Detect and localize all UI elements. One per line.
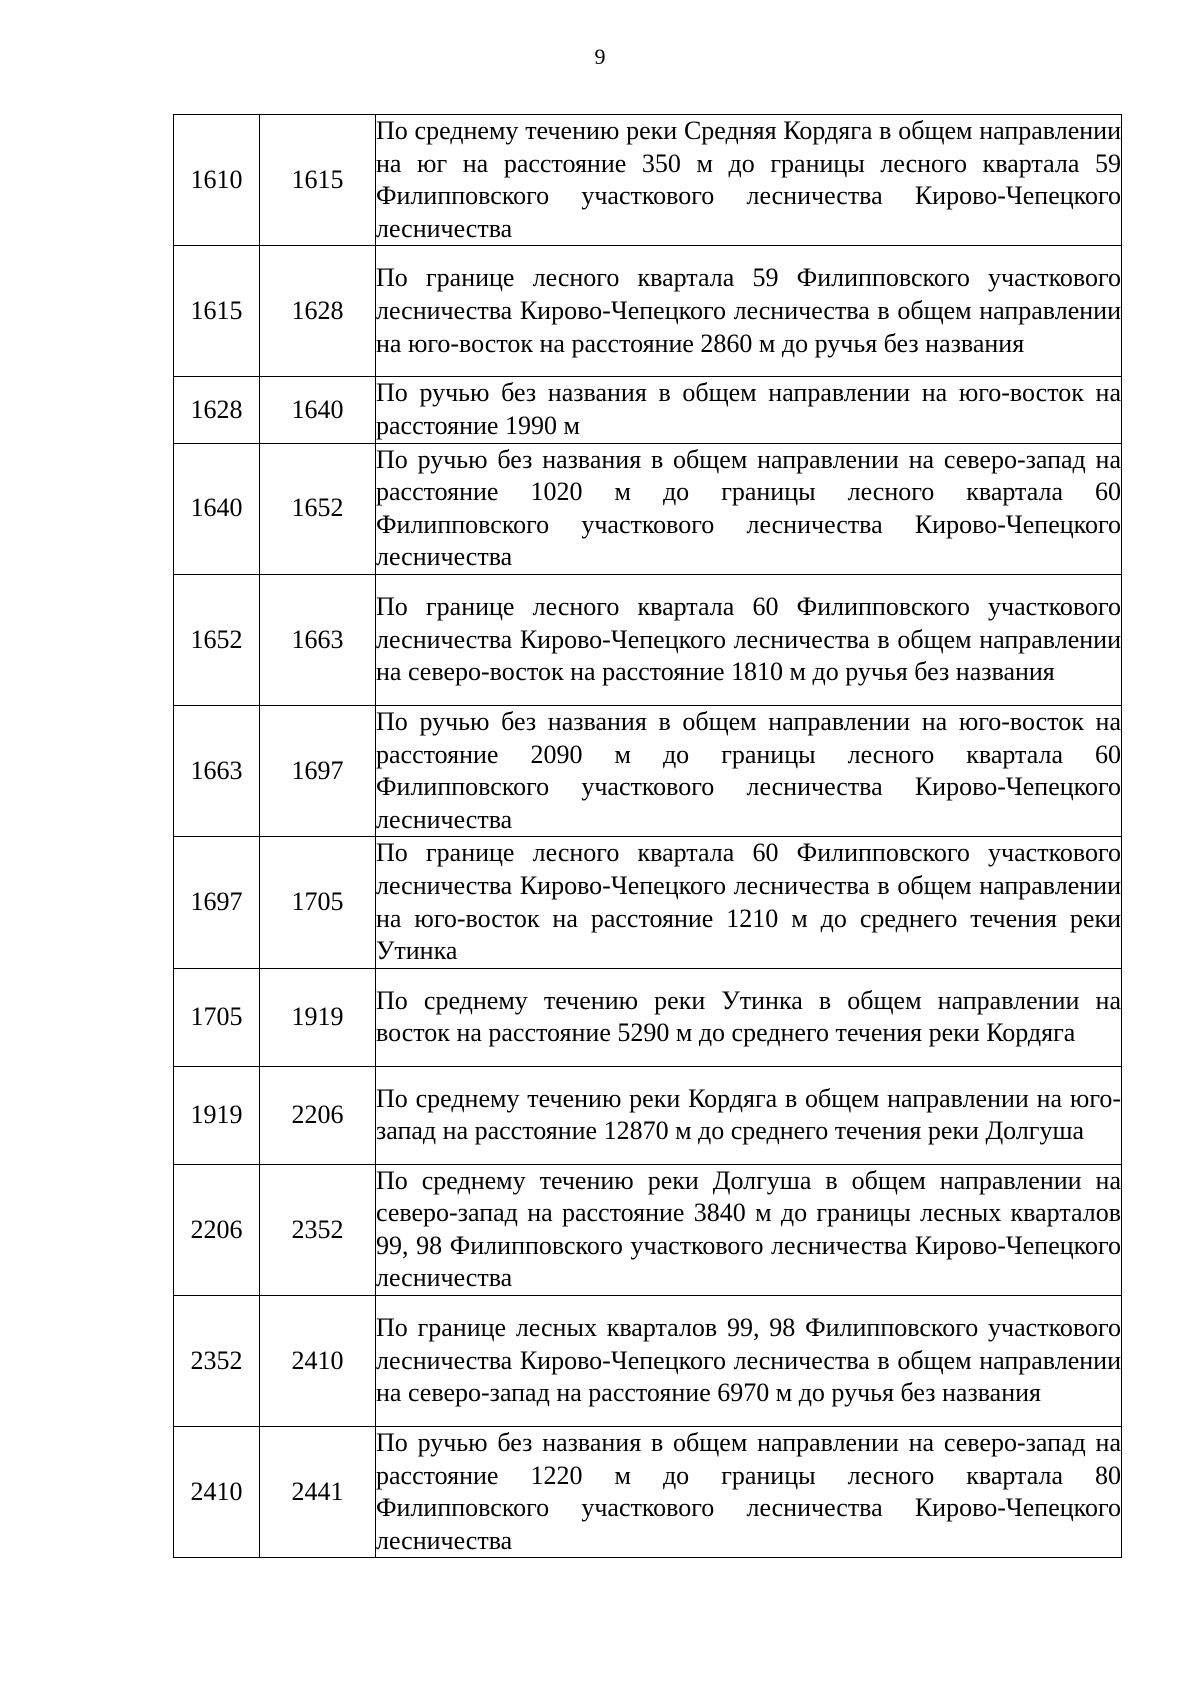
- to-point-cell: 1615: [260, 115, 376, 246]
- table-row: [174, 574, 1122, 705]
- table-row: [174, 377, 1122, 443]
- from-point-cell: 1628: [174, 377, 260, 443]
- description-cell: По ручью без названия в общем направлении на северо-запад на расстояние 1220 м до границы лесного квартала 80 Филипповского участкового лесничества Кирово-Чепецкого лесничества: [376, 1427, 1122, 1558]
- table-row: [174, 443, 1122, 574]
- from-point-cell: 1640: [174, 443, 260, 574]
- description-cell: По границе лесного квартала 60 Филипповского участкового лесничества Кирово-Чепецкого лесничества в общем направлении на юго-восток на расстояние 1210 м до среднего течения реки Утинка: [376, 837, 1122, 968]
- table-row: [174, 705, 1122, 836]
- table-row: [174, 837, 1122, 968]
- description-cell: По среднему течению реки Средняя Кордяга в общем направлении на юг на расстояние 350 м до границы лесного квартала 59 Филипповского участкового лесничества Кирово-Чепецкого лесничества: [376, 115, 1122, 246]
- table-row: [174, 1066, 1122, 1164]
- table-row: [174, 115, 1122, 246]
- to-point-cell: 1697: [260, 705, 376, 836]
- from-point-cell: 1652: [174, 574, 260, 705]
- description-cell: По границе лесного квартала 59 Филипповского участкового лесничества Кирово-Чепецкого лесничества в общем направлении на юго-восток на расстояние 2860 м до ручья без названия: [376, 246, 1122, 377]
- to-point-cell: 1663: [260, 574, 376, 705]
- table-row: [174, 968, 1122, 1066]
- to-point-cell: 2206: [260, 1066, 376, 1164]
- to-point-cell: 1919: [260, 968, 376, 1066]
- to-point-cell: 2441: [260, 1427, 376, 1558]
- to-point-cell: 1640: [260, 377, 376, 443]
- table-row: [174, 1164, 1122, 1295]
- from-point-cell: 1615: [174, 246, 260, 377]
- description-cell: По ручью без названия в общем направлении на северо-запад на расстояние 1020 м до границы лесного квартала 60 Филипповского участкового лесничества Кирово-Чепецкого лесничества: [376, 443, 1122, 574]
- table-row: [174, 1427, 1122, 1558]
- boundary-table-body: [174, 115, 1122, 1558]
- description-cell: По среднему течению реки Кордяга в общем направлении на юго-запад на расстояние 12870 м до среднего течения реки Долгуша: [376, 1066, 1122, 1164]
- description-cell: По среднему течению реки Долгуша в общем направлении на северо-запад на расстояние 3840 м до границы лесных кварталов 99, 98 Филипповского участкового лесничества Кирово-Чепецкого лесничества: [376, 1164, 1122, 1295]
- from-point-cell: 1663: [174, 705, 260, 836]
- from-point-cell: 1705: [174, 968, 260, 1066]
- description-cell: По ручью без названия в общем направлении на юго-восток на расстояние 1990 м: [376, 377, 1122, 443]
- to-point-cell: 1652: [260, 443, 376, 574]
- table-row: [174, 246, 1122, 377]
- boundary-table: [173, 114, 1122, 1558]
- description-cell: По границе лесных кварталов 99, 98 Филипповского участкового лесничества Кирово-Чепецкого лесничества в общем направлении на северо-запад на расстояние 6970 м до ручья без названия: [376, 1296, 1122, 1427]
- from-point-cell: 2410: [174, 1427, 260, 1558]
- description-cell: По среднему течению реки Утинка в общем направлении на восток на расстояние 5290 м до среднего течения реки Кордяга: [376, 968, 1122, 1066]
- description-cell: По границе лесного квартала 60 Филипповского участкового лесничества Кирово-Чепецкого лесничества в общем направлении на северо-восток на расстояние 1810 м до ручья без названия: [376, 574, 1122, 705]
- page-number: 9: [594, 44, 606, 69]
- from-point-cell: 2206: [174, 1164, 260, 1295]
- from-point-cell: 1697: [174, 837, 260, 968]
- to-point-cell: 1628: [260, 246, 376, 377]
- to-point-cell: 2352: [260, 1164, 376, 1295]
- from-point-cell: 1919: [174, 1066, 260, 1164]
- description-cell: По ручью без названия в общем направлении на юго-восток на расстояние 2090 м до границы лесного квартала 60 Филипповского участкового лесничества Кирово-Чепецкого лесничества: [376, 705, 1122, 836]
- from-point-cell: 1610: [174, 115, 260, 246]
- to-point-cell: 2410: [260, 1296, 376, 1427]
- table-row: [174, 1296, 1122, 1427]
- to-point-cell: 1705: [260, 837, 376, 968]
- from-point-cell: 2352: [174, 1296, 260, 1427]
